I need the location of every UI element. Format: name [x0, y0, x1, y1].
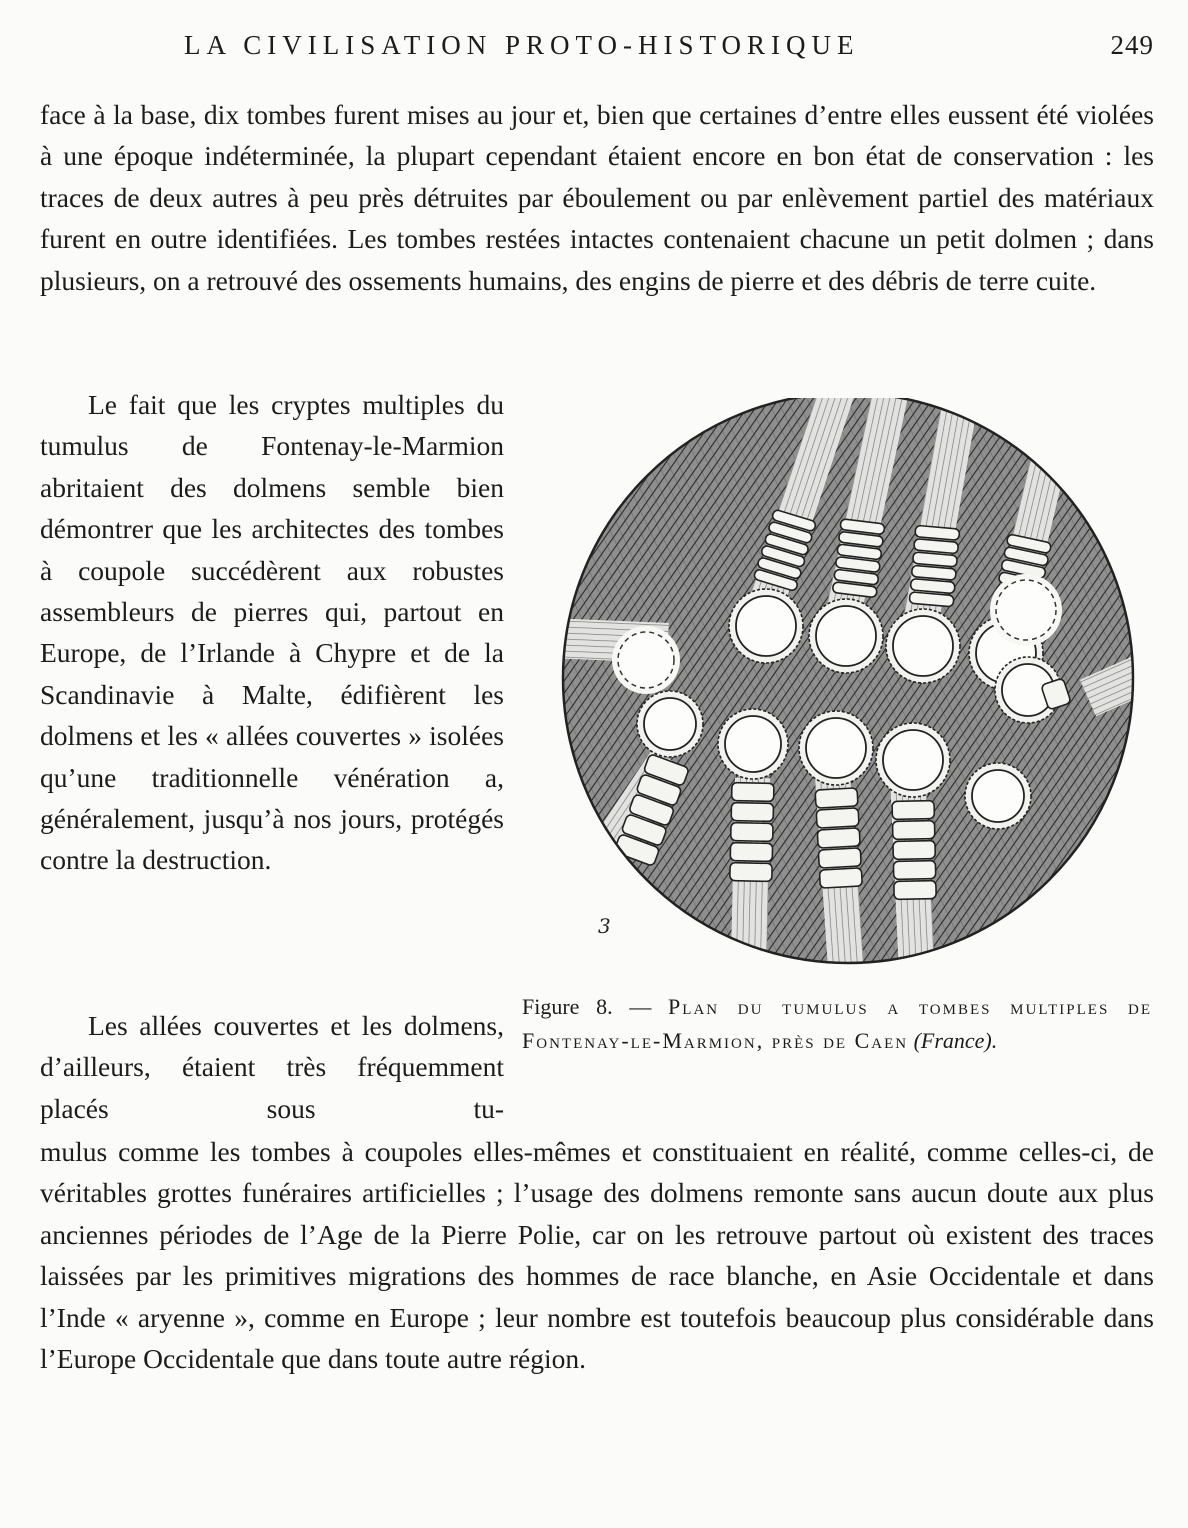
- running-title: LA CIVILISATION PROTO-HISTORIQUE: [184, 30, 860, 60]
- paragraph-3: Les allées couvertes et les dolmens, d’ailleurs, étaient très fréquemment placés sous tu-: [40, 1010, 504, 1124]
- stone-row: [730, 783, 774, 882]
- chamber: [729, 589, 803, 663]
- stone-row: [815, 788, 862, 888]
- chamber: [809, 599, 883, 673]
- chamber: [637, 691, 703, 757]
- chamber: [612, 626, 680, 694]
- caption-label: Figure 8. —: [522, 994, 652, 1019]
- chamber: [876, 723, 950, 797]
- paragraph-4: mulus comme les tombes à coupoles elles-mêmes et constituaient en réalité, comme celles-ci, de véritables grottes funéraires artificielles ; l’usage des dolmens remonte sans aucun doute aux plus anciennes périodes de l’Age de la Pierre Polie, car on les retrouve partout où existent des traces laissées par les primitives migrations des hommes de race blanche, en Asie Occidentale et dans l’Inde « aryenne », comme en Europe ; leur nombre est toutefois beaucoup plus considérable dans l’Europe Occidentale que dans toute autre région.: [40, 1136, 1154, 1375]
- paragraph-2: Le fait que les cryptes multiples du tumulus de Fontenay-le-Marmion abritaient des dolmens semble bien démontrer que les architectes des tombes à coupole succédèrent aux robustes assembleurs de pierres qui, partout en Europe, de l’Irlande à Chypre et de la Scandinavie à Malte, édifièrent les dolmens et les « allées couvertes » isolées qu’une traditionnelle vénération a, généralement, jusqu’à nos jours, protégés contre la destruction.: [40, 389, 504, 876]
- chamber: [965, 763, 1031, 829]
- paragraph-1: face à la base, dix tombes furent mises au jour et, bien que certaines d’entre elles eussent été violées à une époque indéterminée, la plupart cependant étaient encore en bon état de conservation : les traces de deux autres à peu près détruites par éboulement ou par enlèvement partiel des matériaux furent en outre identifiées. Les tombes restées intactes contenaient chacune un petit dolmen ; dans plusieurs, on a retrouvé des ossements humains, des engins de pierre et des débris de terre cuite.: [40, 99, 1154, 296]
- caption-title: Plan du tumulus a tombes multiples de Fontenay-le-Marmion, près de Caen: [522, 994, 1152, 1053]
- caption-place: (France).: [913, 1028, 998, 1053]
- page-number: 249: [1110, 30, 1154, 60]
- tumulus-plan-figure: [548, 398, 1156, 970]
- chamber: [799, 711, 873, 785]
- chamber: [886, 609, 960, 683]
- figure-caption: [522, 990, 1152, 1058]
- tumulus-plan-drawing: [548, 398, 1156, 970]
- chamber: [718, 709, 788, 779]
- stone-row: [892, 801, 936, 900]
- running-head: [0, 30, 1188, 70]
- chamber: [990, 574, 1062, 646]
- figure-signature: 3: [598, 914, 611, 938]
